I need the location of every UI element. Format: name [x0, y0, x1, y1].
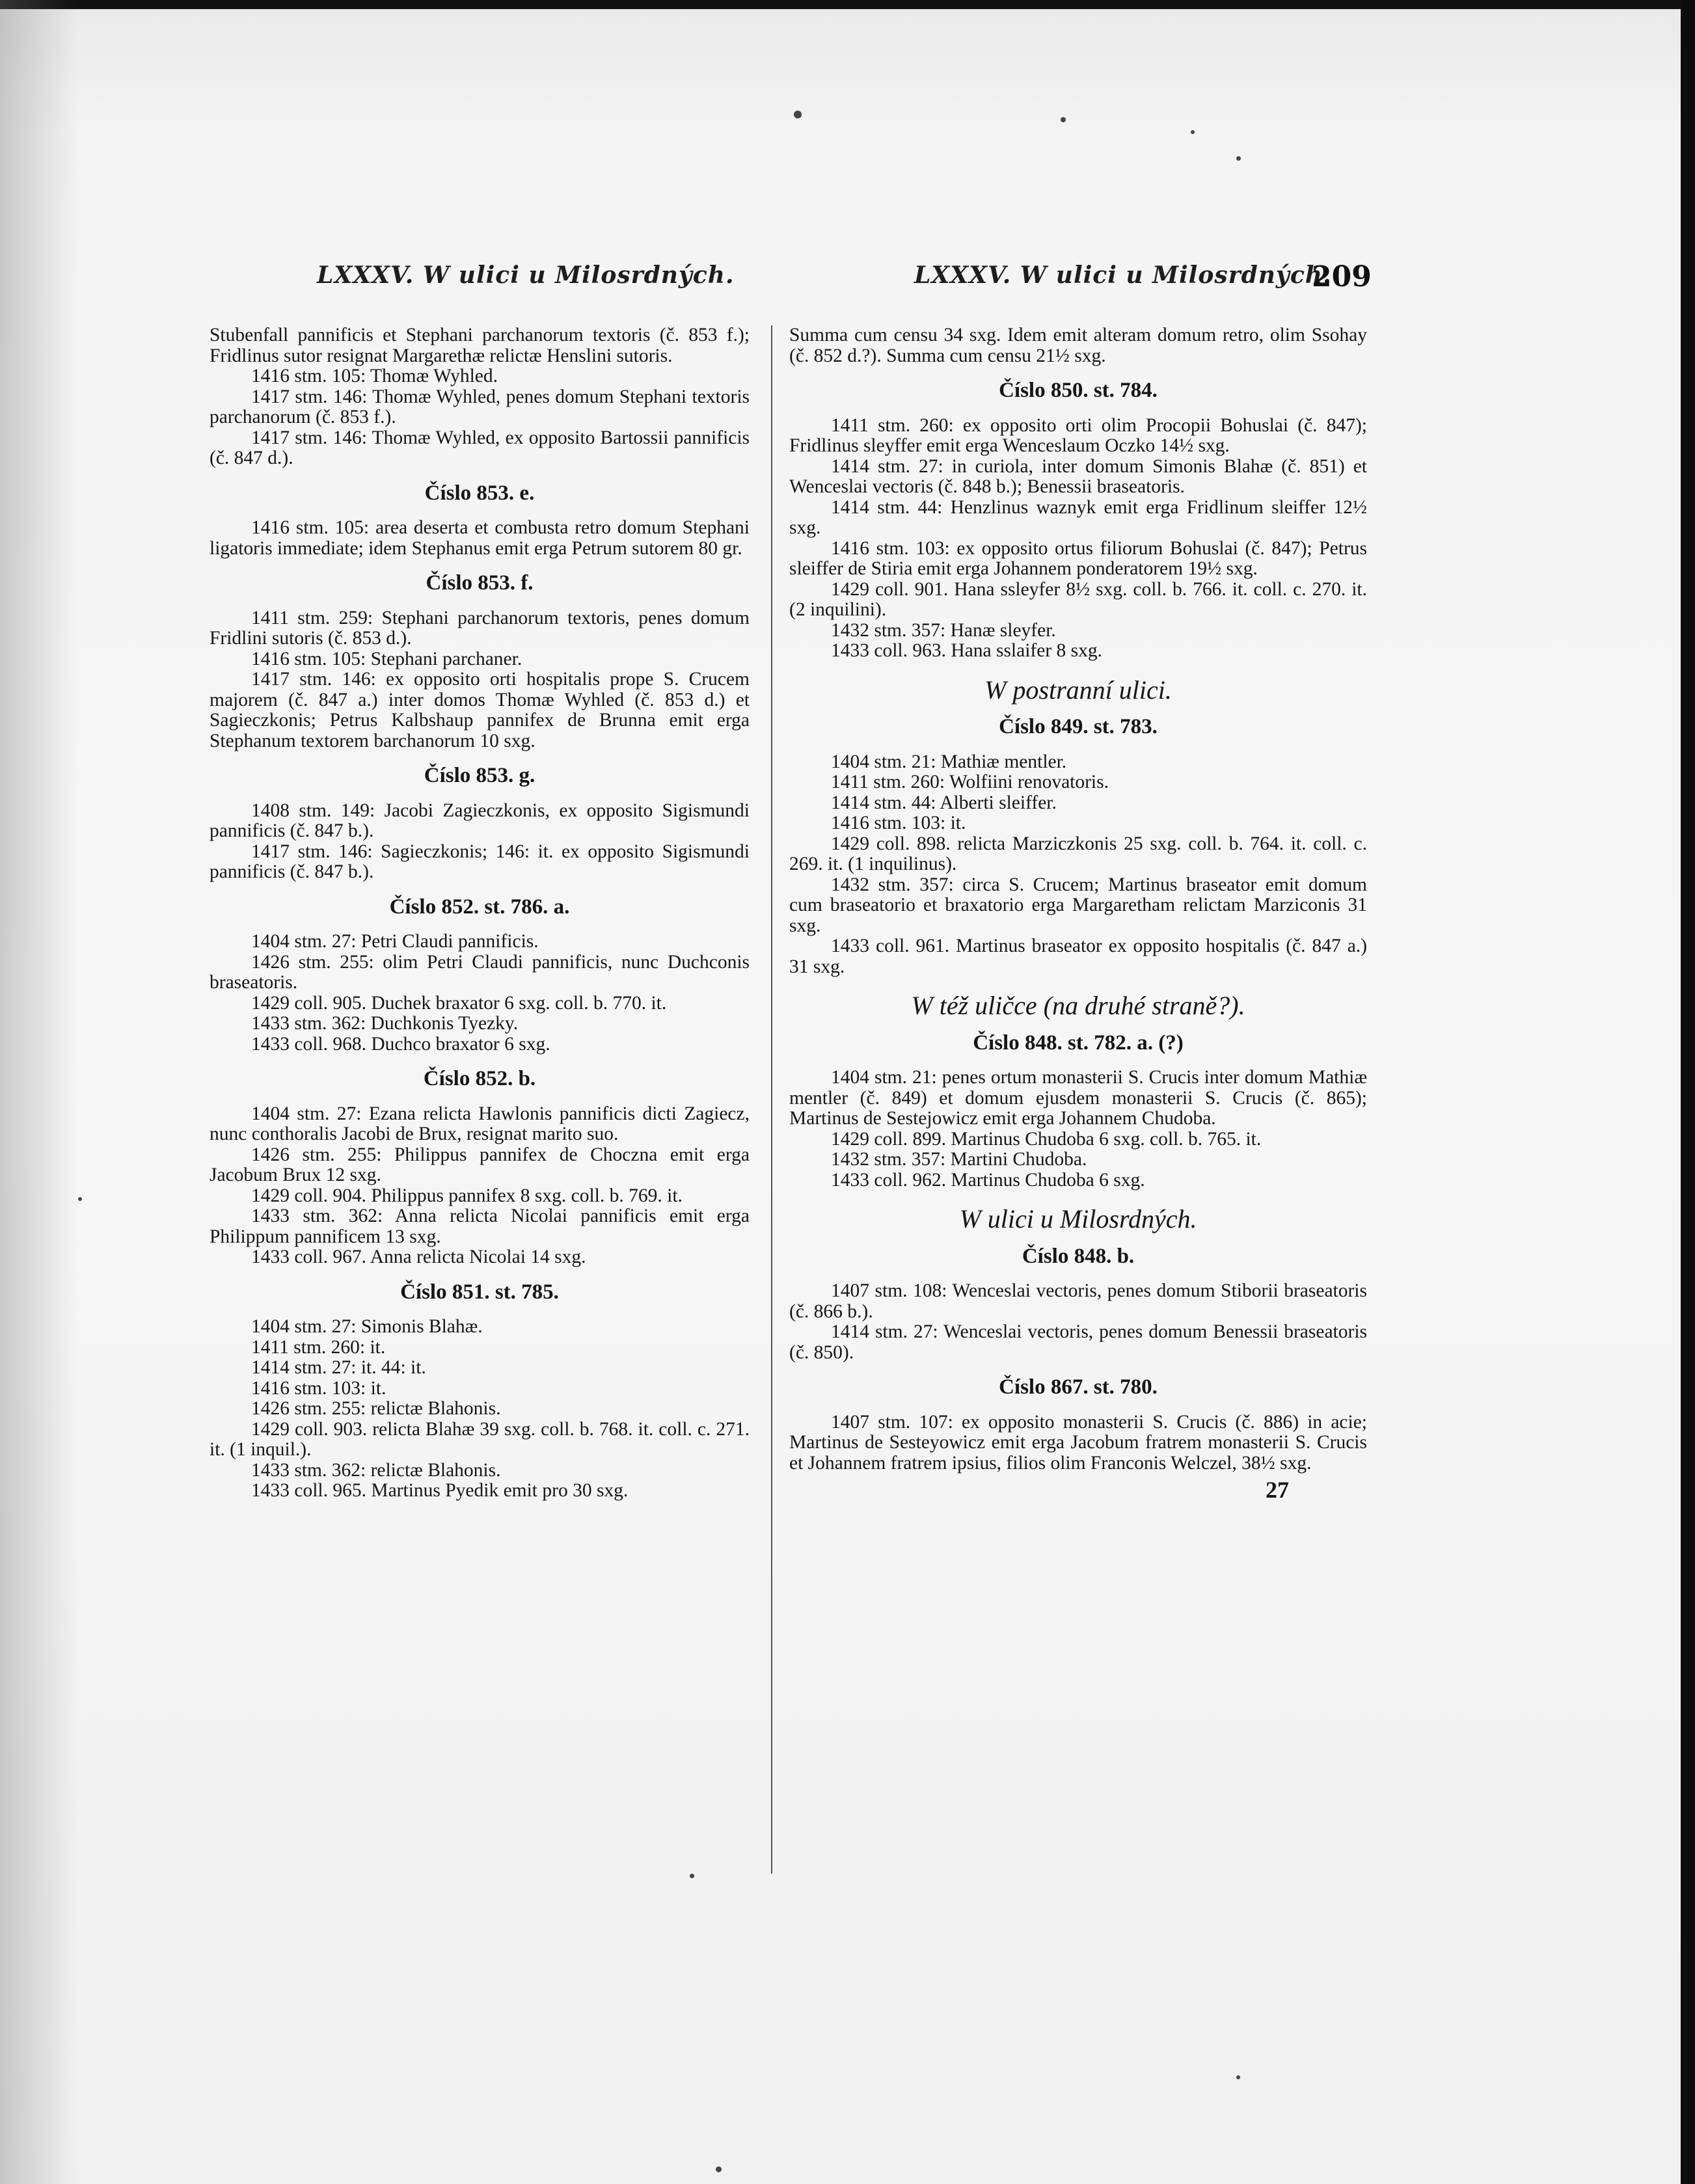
record-entry: 1429 coll. 901. Hana ssleyfer 8½ sxg. coll. b. 766. it. coll. c. 270. it. (2 inquilini).	[789, 578, 1367, 620]
entry-heading: Číslo 853. e.	[424, 481, 535, 505]
scan-speck	[1191, 130, 1195, 134]
record-entry: 1433 coll. 963. Hana sslaifer 8 sxg.	[831, 640, 1103, 661]
record-entry: 1433 coll. 961. Martinus braseator ex opposito hospitalis (č. 847 a.) 31 sxg.	[789, 936, 1367, 977]
section-title: W též uličce (na druhé straně?).	[911, 991, 1245, 1020]
record-entry: Summa cum censu 34 sxg. Idem emit alteram domum retro, olim Ssohay (č. 852 d.?). Summa cum censu 21½ sxg.	[789, 325, 1367, 366]
printer-signature: 27	[1266, 1477, 1289, 1503]
record-entry: 1407 stm. 108: Wenceslai vectoris, penes domum Stiborii braseatoris (č. 866 b.).	[789, 1280, 1367, 1322]
record-entry: 1429 coll. 899. Martinus Chudoba 6 sxg. coll. b. 765. it.	[831, 1128, 1262, 1150]
entry-heading: Číslo 848. st. 782. a. (?)	[973, 1031, 1184, 1055]
record-entry: 1433 stm. 362: Anna relicta Nicolai pannificis emit erga Philippum pannificem 13 sxg.	[210, 1206, 750, 1247]
record-entry: 1416 stm. 103: ex opposito ortus filiorum Bohuslai (č. 847); Petrus sleiffer de Stiria emit erga Johannem ponderatorem 19½ sxg.	[789, 537, 1367, 579]
entry-heading: Číslo 853. g.	[424, 764, 536, 787]
running-header-left: LXXXV. W ulici u Milosrdných.	[317, 262, 735, 289]
record-entry: 1404 stm. 21: penes ortum monasterii S. Crucis inter domum Mathiæ mentler (č. 849) et domum ejusdem monasterii S. Crucis (č. 865); Martinus de Sestejowicz emit erga Johannem Chudoba.	[789, 1067, 1367, 1129]
section-title: W ulici u Milosrdných.	[959, 1204, 1197, 1234]
left-column	[210, 325, 750, 1502]
record-entry: 1417 stm. 146: Sagieczkonis; 146: it. ex opposito Sigismundi pannificis (č. 847 b.).	[210, 841, 750, 882]
scan-speck	[716, 2166, 722, 2172]
record-entry: 1433 stm. 362: Duchkonis Tyezky.	[251, 1013, 519, 1034]
record-entry: 1416 stm. 105: Stephani parchaner.	[251, 648, 522, 669]
record-entry: 1414 stm. 44: Henzlinus waznyk emit erga Fridlinum sleiffer 12½ sxg.	[789, 496, 1367, 538]
record-entry: 1414 stm. 27: in curiola, inter domum Simonis Blahæ (č. 851) et Wenceslai vectoris (č. 848 b.); Benessii braseatoris.	[789, 455, 1367, 497]
record-entry: 1429 coll. 898. relicta Marziczkonis 25 sxg. coll. b. 764. it. coll. c. 269. it. (1 inquilinus).	[789, 833, 1367, 874]
record-entry: 1433 coll. 965. Martinus Pyedik emit pro 30 sxg.	[251, 1480, 629, 1501]
record-entry: 1411 stm. 260: Wolfiini renovatoris.	[831, 772, 1109, 792]
record-entry: 1433 coll. 962. Martinus Chudoba 6 sxg.	[831, 1169, 1145, 1191]
record-entry: 1411 stm. 259: Stephani parchanorum textoris, penes domum Fridlini sutoris (č. 853 d.).	[210, 607, 750, 649]
record-entry: 1433 coll. 968. Duchco braxator 6 sxg.	[251, 1033, 550, 1055]
scan-speck	[794, 111, 802, 118]
record-entry: 1416 stm. 103: it.	[831, 813, 966, 833]
record-entry: 1432 stm. 357: Martini Chudoba.	[831, 1149, 1087, 1170]
column-divider	[771, 325, 772, 1874]
record-entry: 1404 stm. 27: Simonis Blahæ.	[251, 1316, 483, 1337]
scan-speck	[78, 1197, 82, 1201]
record-entry: 1433 coll. 967. Anna relicta Nicolai 14 sxg.	[251, 1247, 586, 1267]
record-entry: 1417 stm. 146: Thomæ Wyhled, ex opposito Bartossii pannificis (č. 847 d.).	[210, 427, 750, 468]
record-entry: 1426 stm. 255: olim Petri Claudi pannificis, nunc Duchconis braseatoris.	[210, 951, 750, 993]
record-entry: 1426 stm. 255: Philippus pannifex de Choczna emit erga Jacobum Brux 12 sxg.	[210, 1144, 750, 1185]
page-number: 209	[1312, 260, 1372, 293]
running-header-right: LXXXV. W ulici u Milosrdných.	[914, 262, 1332, 289]
entry-heading: Číslo 850. st. 784.	[999, 379, 1158, 402]
record-entry: 1416 stm. 105: Thomæ Wyhled.	[251, 366, 498, 386]
entry-heading: Číslo 852. b.	[423, 1067, 536, 1090]
record-entry: 1404 stm. 27: Ezana relicta Hawlonis pannificis dicti Zagiecz, nunc conthoralis Jacobi de Brux, resignat marito suo.	[210, 1103, 750, 1144]
record-entry: Stubenfall pannificis et Stephani parchanorum textoris (č. 853 f.); Fridlinus sutor resignat Margarethæ relictæ Henslini sutoris.	[210, 325, 750, 366]
entry-heading: Číslo 848. b.	[1022, 1244, 1135, 1268]
scan-speck	[690, 1874, 694, 1878]
record-entry: 1417 stm. 146: Thomæ Wyhled, penes domum Stephani textoris parchanorum (č. 853 f.).	[210, 386, 750, 427]
record-entry: 1411 stm. 260: it.	[251, 1336, 386, 1358]
record-entry: 1432 stm. 357: Hanæ sleyfer.	[831, 619, 1056, 641]
scan-speck	[1236, 156, 1241, 161]
record-entry: 1411 stm. 260: ex opposito orti olim Procopii Bohuslai (č. 847); Fridlinus sleyffer emit erga Wenceslaum Oczko 14½ sxg.	[789, 414, 1367, 456]
record-entry: 1416 stm. 105: area deserta et combusta retro domum Stephani ligatoris immediate; idem Stephanus emit erga Petrum sutorem 80 gr.	[210, 517, 750, 559]
right-column	[789, 325, 1367, 1501]
entry-heading: Číslo 849. st. 783.	[999, 715, 1158, 738]
record-entry: 1416 stm. 103: it.	[251, 1377, 386, 1399]
entry-heading: Číslo 867. st. 780.	[999, 1375, 1158, 1399]
record-entry: 1429 coll. 903. relicta Blahæ 39 sxg. coll. b. 768. it. coll. c. 271. it. (1 inquil.).	[210, 1418, 750, 1460]
section-title: W postranní ulici.	[984, 675, 1172, 705]
entry-heading: Číslo 852. st. 786. a.	[389, 895, 570, 919]
scan-left-shade	[0, 0, 78, 2184]
record-entry: 1433 stm. 362: relictæ Blahonis.	[251, 1459, 501, 1481]
record-entry: 1408 stm. 149: Jacobi Zagieczkonis, ex opposito Sigismundi pannificis (č. 847 b.).	[210, 800, 750, 841]
record-entry: 1414 stm. 27: it. 44: it.	[251, 1357, 426, 1378]
record-entry: 1429 coll. 905. Duchek braxator 6 sxg. coll. b. 770. it.	[251, 992, 667, 1014]
scan-speck	[1236, 2075, 1240, 2079]
scan-right-edge	[1681, 0, 1695, 2184]
entry-heading: Číslo 853. f.	[426, 571, 534, 595]
entry-heading: Číslo 851. st. 785.	[400, 1280, 559, 1304]
record-entry: 1429 coll. 904. Philippus pannifex 8 sxg. coll. b. 769. it.	[251, 1185, 683, 1206]
record-entry: 1407 stm. 107: ex opposito monasterii S. Crucis (č. 886) in acie; Martinus de Sesteyowicz emit erga Jacobum fratrem monasterii S. Crucis et Johannem fratrem ipsius, filios olim Franconis Welczel, 38½ sxg.	[789, 1411, 1367, 1474]
scan-speck	[1061, 117, 1066, 122]
record-entry: 1404 stm. 27: Petri Claudi pannificis.	[251, 931, 539, 952]
record-entry: 1417 stm. 146: ex opposito orti hospitalis prope S. Crucem majorem (č. 847 a.) inter domos Thomæ Wyhled (č. 853 d.) et Sagieczkonis; Petrus Kalbshaup pannifex de Brunna emit erga Stephanum textorem barchanorum 10 sxg.	[210, 669, 750, 751]
record-entry: 1404 stm. 21: Mathiæ mentler.	[831, 751, 1067, 772]
record-entry: 1426 stm. 255: relictæ Blahonis.	[251, 1398, 501, 1419]
record-entry: 1432 stm. 357: circa S. Crucem; Martinus braseator emit domum cum braseatorio et braxatorio erga Margaretham relictam Marziconis 31 sxg.	[789, 874, 1367, 936]
record-entry: 1414 stm. 44: Alberti sleiffer.	[831, 792, 1057, 813]
record-entry: 1414 stm. 27: Wenceslai vectoris, penes domum Benessii braseatoris (č. 850).	[789, 1321, 1367, 1363]
scan-top-edge	[0, 0, 1695, 9]
